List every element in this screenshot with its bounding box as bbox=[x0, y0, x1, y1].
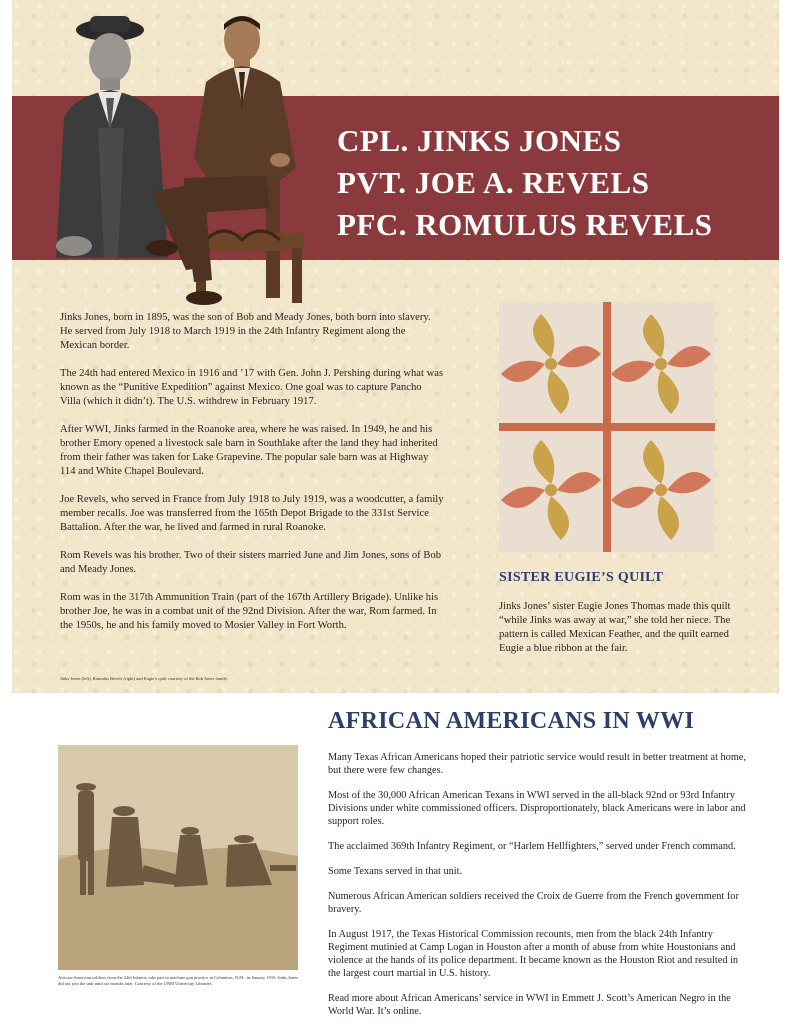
bio-paragraph: Jinks Jones, born in 1895, was the son of Bob and Meady Jones, both born into slavery. He served from July 1918 to March 1919 in the 24th Infantry Regiment along the Mexican border. bbox=[60, 312, 431, 351]
bio-paragraph: The 24th had entered Mexico in 1916 and ’17 with Gen. John J. Pershing during what was known as the “Punitive Expedition” against Mexico. One goal was to capture Pancho Villa (which it didn’t). The U.S. withdrew in February 1917. bbox=[60, 368, 444, 407]
header-titles bbox=[337, 120, 777, 246]
wwi-paragraph: Many Texas African Americans hoped their patriotic service would result in better treatment at home, but there were few changes. bbox=[328, 752, 746, 776]
biography-text bbox=[60, 311, 444, 647]
wwi-paragraph: The acclaimed 369th Infantry Regiment, or “Harlem Hellfighters,” served under French command. bbox=[328, 840, 736, 852]
right-man bbox=[146, 16, 304, 305]
bio-paragraph: Rom was in the 317th Ammunition Train (part of the 167th Artillery Brigade). Unlike his brother Joe, he was in a combat unit of the 92nd Division. After the war, Rom farmed. In the 1950s, he and his family moved to Mosier Valley in Fort Worth. bbox=[60, 592, 439, 631]
title-line-jinks-jones: CPL. JINKS JONES bbox=[337, 123, 622, 158]
bio-paragraph: After WWI, Jinks farmed in the Roanoke area, where he was raised. In 1949, he and his brother Emory opened a livestock sale barn in Southlake after the land they had inherited from their father was taken for Lake Grapevine. The popular sale barn was at Highway 114 and White Chapel Boulevard. bbox=[60, 424, 438, 477]
soldiers-photo bbox=[58, 745, 298, 970]
wwi-paragraph: Some Texans served in that unit. bbox=[328, 865, 463, 877]
title-line-romulus-revels: PFC. ROMULUS REVELS bbox=[337, 207, 713, 242]
bio-paragraph: Joe Revels, who served in France from July 1918 to July 1919, was a woodcutter, a family member recalls. Joe was transferred from the 165th Depot Brigade to the 331st Service Battalion. After the war, he lived and farmed in rural Roanoke. bbox=[60, 494, 444, 533]
wwi-paragraph: Numerous African American soldiers received the Croix de Guerre from the French government for bravery. bbox=[328, 891, 739, 915]
wwi-heading: AFRICAN AMERICANS IN WWI bbox=[328, 708, 695, 734]
left-man bbox=[56, 16, 168, 258]
wwi-paragraph: Read more about African Americans’ service in WWI in Emmett J. Scott’s American Negro in the World War. It’s online. bbox=[328, 992, 731, 1017]
wwi-paragraph: Most of the 30,000 African American Texans in WWI served in the all-black 92nd or 93rd Infantry Divisions under white commissioned officers. Disproportionately, black Americans were in labor and support roles. bbox=[328, 789, 746, 827]
wwi-paragraph: In August 1917, the Texas Historical Commission recounts, men from the black 24th Infantry Regiment mutinied at Camp Logan in Houston after a month of abuse from white Houstonians and violence at the hands of its police department. It became known as the Houston Riot and resulted in the largest court martial in U.S. history. bbox=[328, 929, 739, 979]
title-line-joe-revels: PVT. JOE A. REVELS bbox=[337, 165, 650, 200]
quilt-description: Jinks Jones’ sister Eugie Jones Thomas made this quilt “while Jinks was away at war,” she told her niece. The pattern is called Mexican Feather, and the quilt earned Eugie a blue ribbon at the fair. bbox=[499, 601, 731, 654]
quilt-heading: SISTER EUGIE’S QUILT bbox=[499, 570, 664, 585]
wwi-text bbox=[328, 752, 748, 1031]
photo-credit: Jinks Jones (left), Romulus Revels (right) and Eugie’s quilt courtesy of the Bob Jones family. bbox=[60, 676, 228, 681]
bio-paragraph: Rom Revels was his brother. Two of their sisters married June and Jim Jones, sons of Bob and Meady Jones. bbox=[60, 550, 441, 575]
portrait-photo bbox=[34, 8, 334, 308]
quilt-photo bbox=[499, 302, 715, 552]
soldiers-caption: African-American soldiers from the 24th Infantry take part in machine gun practice in Columbus, N.M., in January 1916. Jinks Jones did not join the unit until six months later. Courtesy of the UNM University Libraries. bbox=[58, 975, 298, 986]
